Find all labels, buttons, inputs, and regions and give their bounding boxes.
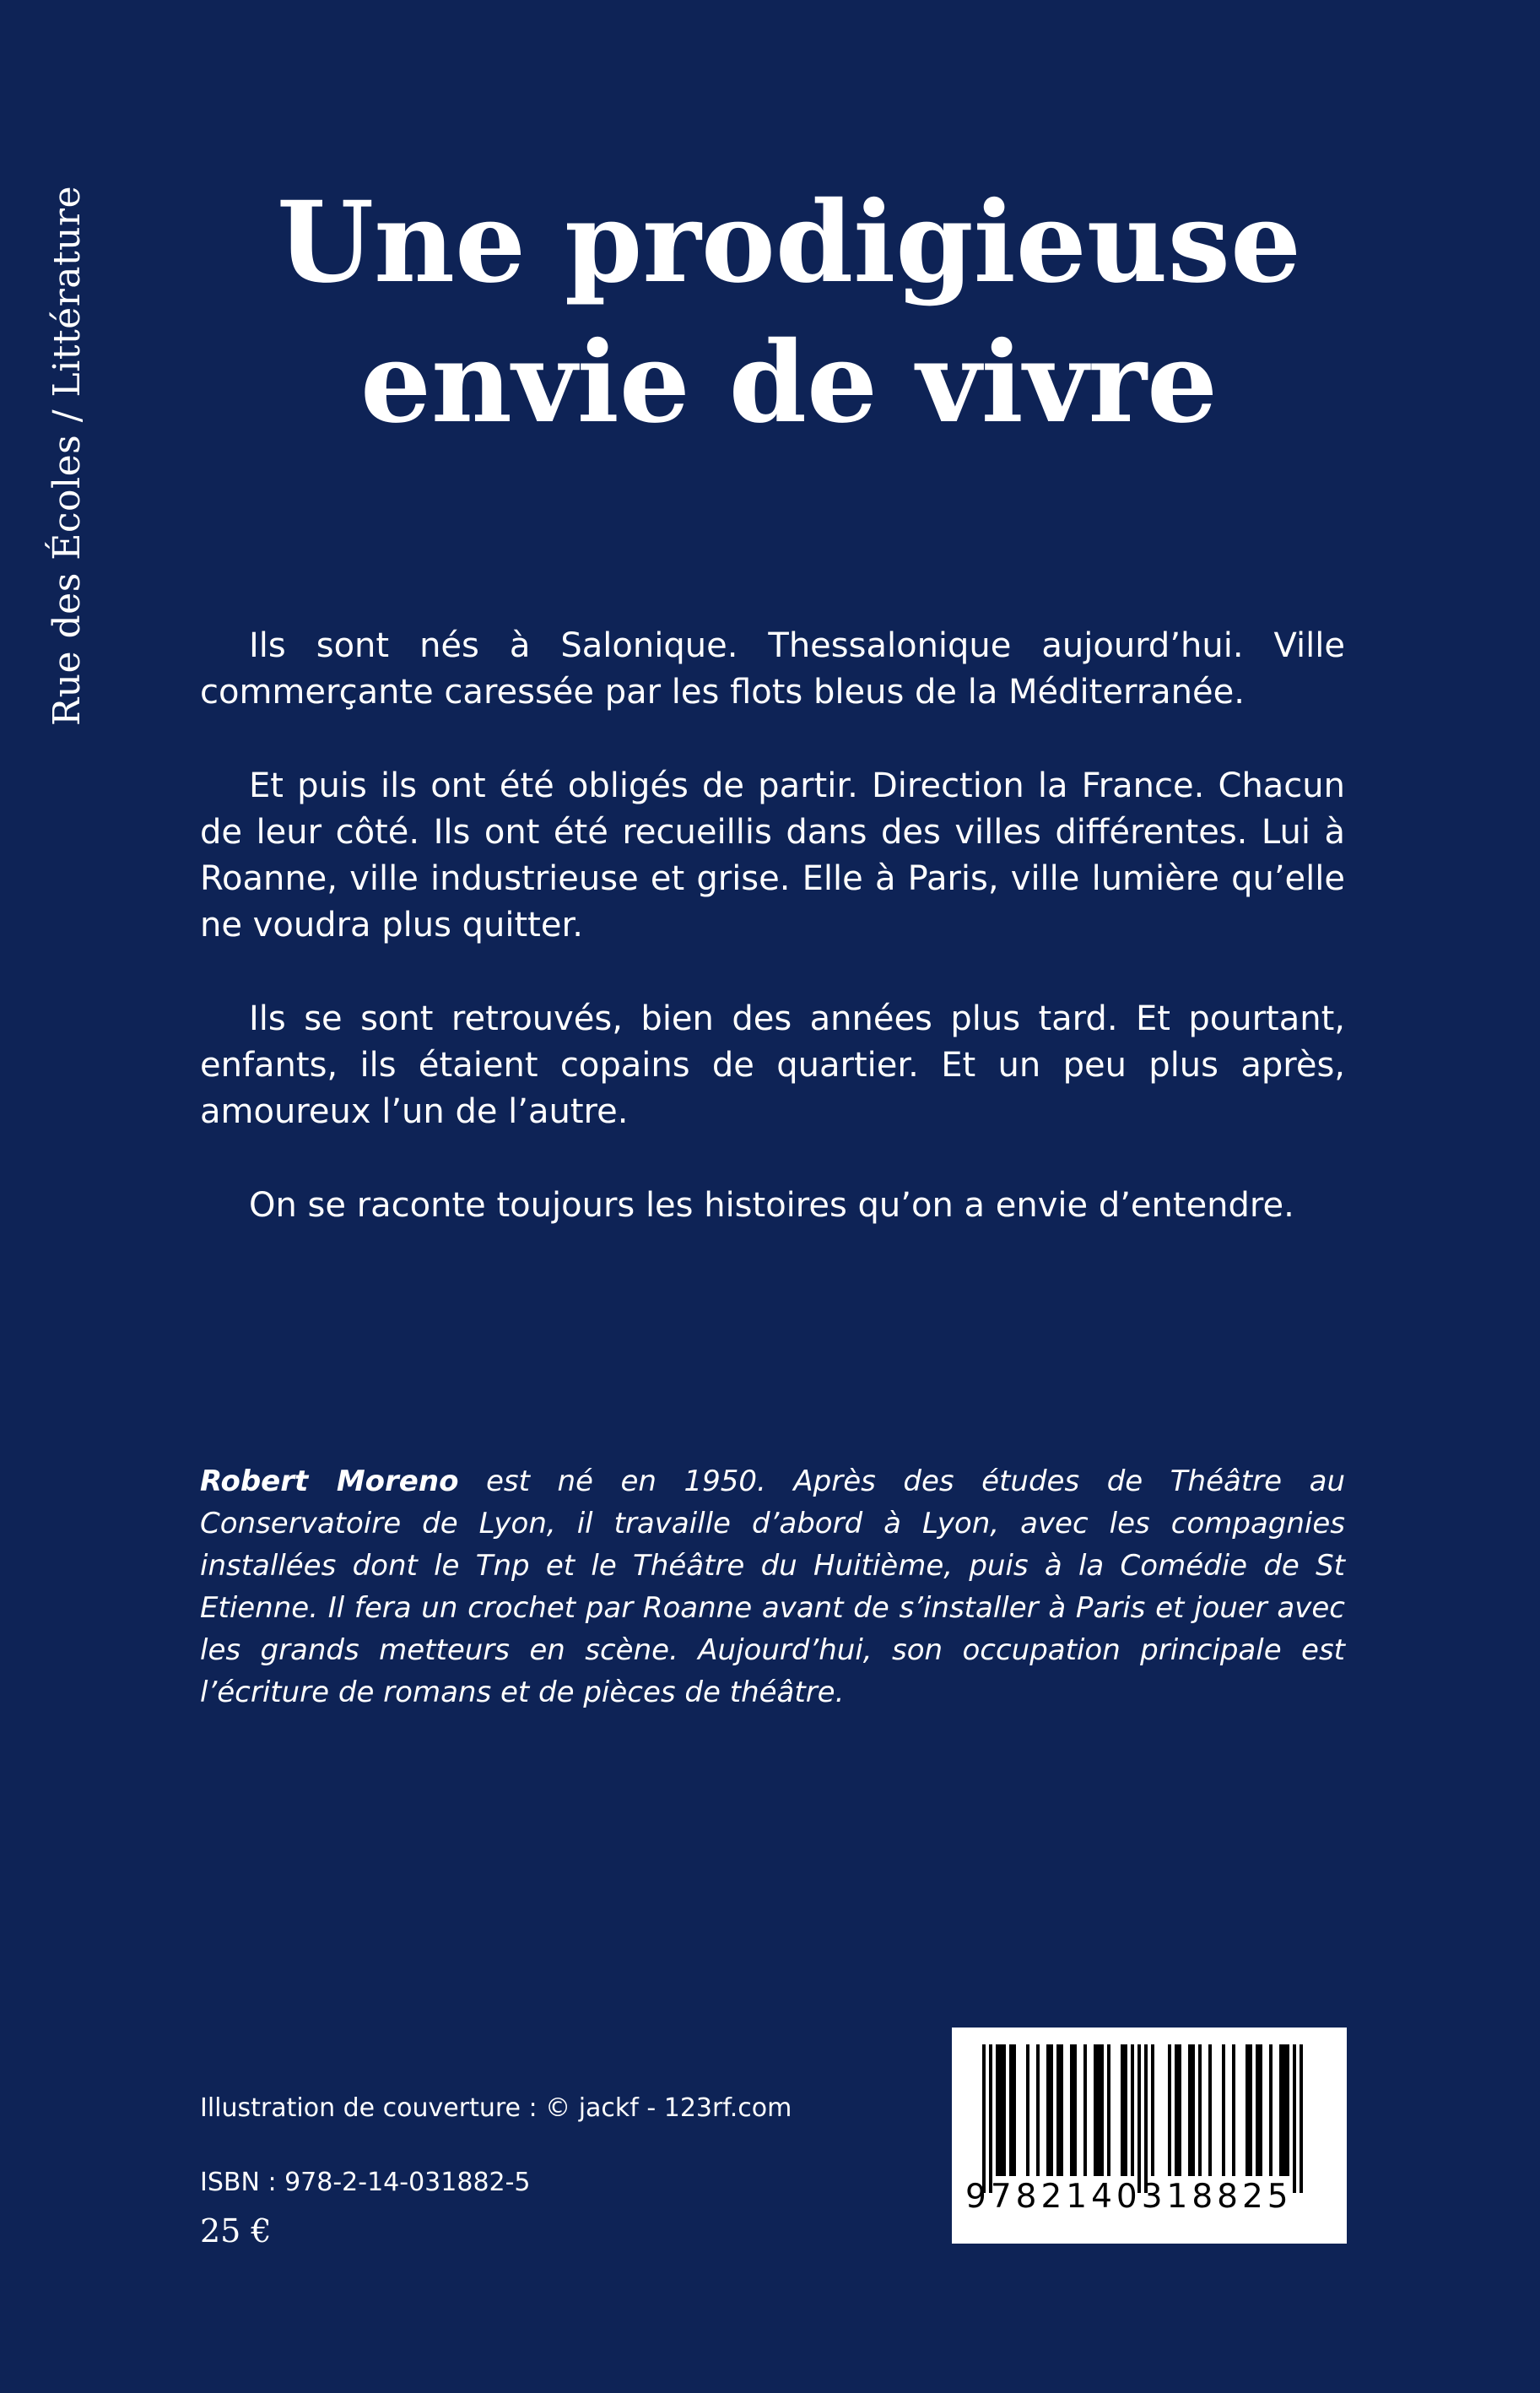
book-title-line-2: envie de vivre — [359, 317, 1218, 448]
barcode-bar — [1188, 2044, 1191, 2176]
barcode-bar — [1009, 2044, 1013, 2176]
barcode-bar — [1100, 2044, 1104, 2176]
barcode-bar — [1300, 2044, 1303, 2193]
barcode-bar — [1198, 2044, 1202, 2176]
barcode-bar — [1094, 2044, 1097, 2176]
barcode-bar — [1269, 2044, 1273, 2176]
blurb-paragraph-3: Ils se sont retrouvés, bien des années plus tard. Et pourtant, enfants, ils étaient copains de quartier. Et un peu plus après, amoureux l’un de l’autre. — [200, 999, 1345, 1131]
barcode-bar — [1256, 2044, 1259, 2176]
barcode-bar — [1107, 2044, 1110, 2176]
barcode-bar — [1259, 2044, 1262, 2176]
blurb — [200, 623, 1345, 1276]
barcode-bar — [1151, 2044, 1154, 2176]
barcode-bar — [1178, 2044, 1181, 2176]
barcode-bar — [1056, 2044, 1060, 2176]
cover-credit: Illustration de couverture : © jackf - 123rf.com — [200, 2093, 792, 2123]
author-name: Robert Moreno — [200, 1464, 459, 1498]
barcode-bar — [1073, 2044, 1077, 2176]
barcode-bar — [1222, 2044, 1225, 2176]
barcode-bar — [1137, 2044, 1141, 2193]
barcode-bar — [1208, 2044, 1212, 2176]
price: 25 € — [200, 2212, 272, 2250]
blurb-paragraph-4: On se raconte toujours les histoires qu’on a envie d’entendre. — [249, 1186, 1294, 1225]
barcode-bar — [1293, 2044, 1296, 2193]
barcode-bar — [1121, 2044, 1124, 2176]
barcode-bar — [1131, 2044, 1134, 2176]
isbn: ISBN : 978-2-14-031882-5 — [200, 2168, 531, 2197]
barcode-bar — [1168, 2044, 1171, 2176]
author-bio-text: est né en 1950. Après des études de Théâtre au Conservatoire de Lyon, il travaille d’abord à Lyon, avec les compagnies installées dont le Tnp et le Théâtre du Huitième, puis à la Comédie de St Etienne. Il fera un crochet par Roanne avant de s’installer à Paris et jouer avec les grands metteurs en scène. Aujourd’hui, son occupation principale est l’écriture de romans et de pièces de théâtre. — [200, 1464, 1346, 1709]
barcode-bar — [1050, 2044, 1053, 2176]
barcode-bar — [1097, 2044, 1100, 2176]
barcode — [952, 2028, 1347, 2244]
barcode-bar — [1286, 2044, 1289, 2176]
barcode-bar — [1246, 2044, 1249, 2176]
barcode-bar — [989, 2044, 992, 2193]
barcode-bar — [1070, 2044, 1073, 2176]
author-bio — [200, 1460, 1345, 1714]
barcode-bar — [1013, 2044, 1016, 2176]
barcode-bar — [982, 2044, 986, 2193]
barcode-bar — [1083, 2044, 1087, 2176]
barcode-bar — [1124, 2044, 1127, 2176]
barcode-bar — [999, 2044, 1002, 2176]
barcode-bar — [1026, 2044, 1029, 2176]
blurb-paragraph-2: Et puis ils ont été obligés de partir. Direction la France. Chacun de leur côté. Ils ont été recueillis dans des villes différentes. Lui à Roanne, ville industrieuse et grise. Elle à Paris, ville lumière qu’elle ne voudra plus quitter. — [200, 766, 1345, 945]
barcode-bar — [996, 2044, 999, 2176]
barcode-bar — [1046, 2044, 1050, 2176]
barcode-bar — [1283, 2044, 1286, 2176]
barcode-digits: 9782140318825 — [965, 2178, 1293, 2216]
barcode-bar — [1191, 2044, 1195, 2176]
blurb-paragraph-1: Ils sont nés à Salonique. Thessalonique aujourd’hui. Ville commerçante caressée par les flots bleus de la Méditerranée. — [200, 626, 1345, 712]
book-title — [169, 173, 1409, 453]
barcode-bar — [1144, 2044, 1148, 2193]
spine-label: Rue des Écoles / Littérature — [46, 185, 89, 726]
barcode-bar — [1279, 2044, 1283, 2176]
barcode-bar — [1060, 2044, 1063, 2176]
barcode-bar — [1249, 2044, 1252, 2176]
book-title-line-1: Une prodigieuse — [276, 177, 1302, 308]
barcode-bar — [1175, 2044, 1178, 2176]
barcode-bar — [1002, 2044, 1006, 2176]
barcode-bar — [1232, 2044, 1235, 2176]
barcode-bar — [1036, 2044, 1040, 2176]
